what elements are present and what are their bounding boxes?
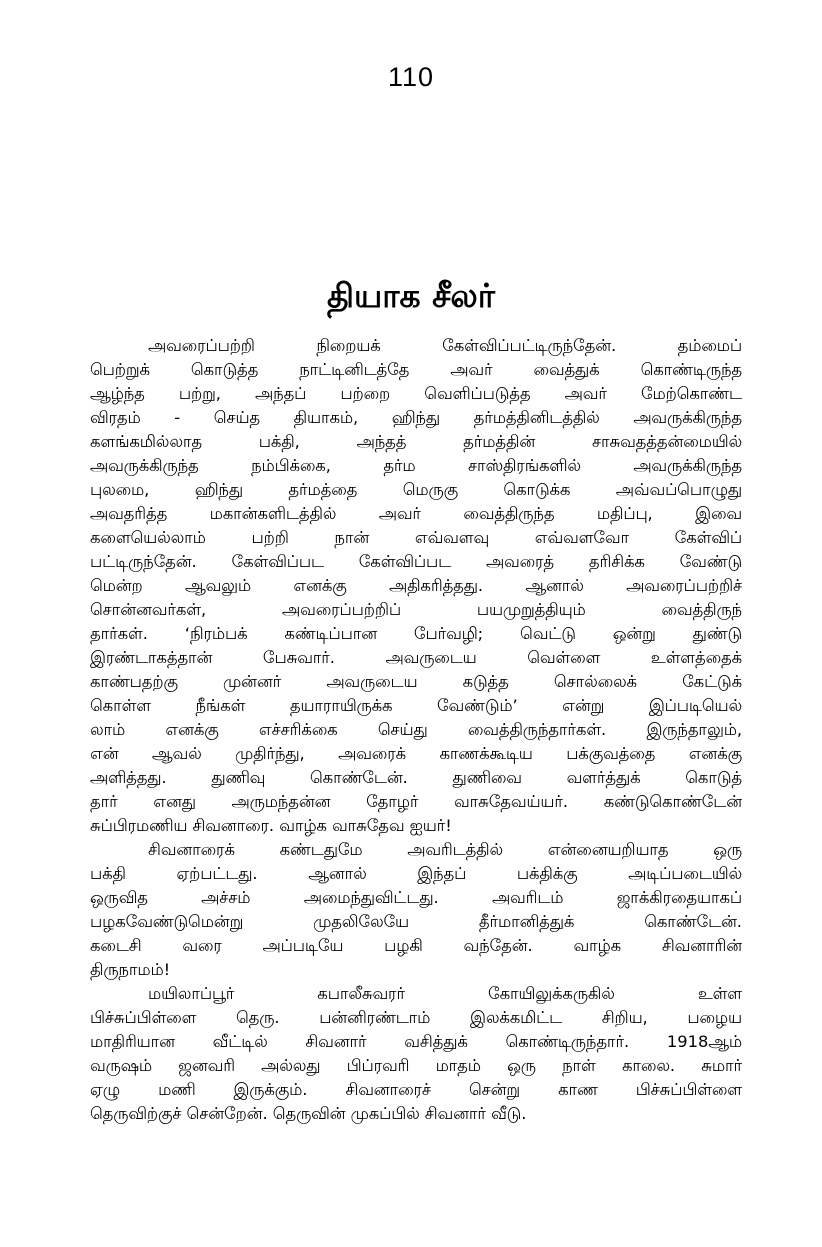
text-line: பழகவேண்டுமென்று முதலிலேயே தீர்மானித்துக் கொண்டேன். (90, 912, 742, 931)
text-line: லாம் எனக்கு எச்சரிக்கை செய்து வைத்திருந்தார்கள். இருந்தாலும், (90, 720, 742, 739)
text-line: கடைசி வரை அப்படியே பழகி வந்தேன். வாழ்க சிவனாரின் (90, 936, 742, 955)
text-line: தார் எனது அருமந்தன்ன தோழர் வாசுதேவய்யர். கண்டுகொண்டேன் (90, 792, 742, 811)
text-line: ஏழு மணி இருக்கும். சிவனாரைச் சென்று காண பிச்சுப்பிள்ளை (90, 1080, 742, 1099)
chapter-title: தியாக சீலர் (326, 276, 496, 315)
text-line: விரதம் - செய்த தியாகம், ஹிந்து தர்மத்தினிடத்தில் அவருக்கிருந்த (90, 408, 742, 427)
text-line: பக்தி ஏற்பட்டது. ஆனால் இந்தப் பக்திக்கு அடிப்படையில் (90, 864, 742, 883)
text-line: இரண்டாகத்தான் பேசுவார். அவருடைய வெள்ளை உள்ளத்தைக் (90, 648, 742, 667)
text-line: பட்டிருந்தேன். கேள்விப்பட கேள்விப்பட அவரைத் தரிசிக்க வேண்டு (90, 552, 742, 571)
text-line: மென்ற ஆவலும் எனக்கு அதிகரித்தது. ஆனால் அவரைப்பற்றிச் (90, 576, 742, 595)
text-line: ஒருவித அச்சம் அமைந்துவிட்டது. அவரிடம் ஜாக்கிரதையாகப் (90, 888, 742, 907)
text-line: அளித்தது. துணிவு கொண்டேன். துணிவை வளர்த்துக் கொடுத் (90, 768, 742, 787)
text-line: சொன்னவர்கள், அவரைப்பற்றிப் பயமுறுத்தியும் வைத்திருந் (90, 600, 742, 619)
text-line: மாதிரியான வீட்டில் சிவனார் வசித்துக் கொண்டிருந்தார். 1918ஆம் (90, 1032, 742, 1051)
text-line: கொள்ள நீங்கள் தயாராயிருக்க வேண்டும்’ என்று இப்படியெல் (90, 696, 742, 715)
text-line: களையெல்லாம் பற்றி நான் எவ்வளவு எவ்வளவோ கேள்விப் (90, 528, 742, 547)
text-line: களங்கமில்லாத பக்தி, அந்தத் தர்மத்தின் சாசுவதத்தன்மையில் (90, 432, 742, 451)
text-line: மயிலாப்பூர் கபாலீசுவரர் கோயிலுக்கருகில் உள்ள (148, 984, 742, 1003)
text-line: வருஷம் ஜனவரி அல்லது பிப்ரவரி மாதம் ஒரு நாள் காலை. சுமார் (90, 1056, 742, 1075)
paragraph (90, 982, 742, 1126)
text-line: பிச்சுப்பிள்ளை தெரு. பன்னிரண்டாம் இலக்கமிட்ட சிறிய, பழைய (90, 1008, 742, 1027)
text-line: ஆழ்ந்த பற்று, அந்தப் பற்றை வெளிப்படுத்த அவர் மேற்கொண்ட (90, 384, 742, 403)
text-line: அவதரித்த மகான்களிடத்தில் அவர் வைத்திருந்த மதிப்பு, இவை (90, 504, 742, 523)
text-line: அவருக்கிருந்த நம்பிக்கை, தர்ம சாஸ்திரங்களில் அவருக்கிருந்த (90, 456, 742, 475)
text-line: தார்கள். ‘நிரம்பக் கண்டிப்பான பேர்வழி; வெட்டு ஒன்று துண்டு (90, 624, 742, 643)
text-line: காண்பதற்கு முன்னர் அவருடைய கடுத்த சொல்லைக் கேட்டுக் (90, 672, 742, 691)
paragraph (90, 334, 742, 838)
text-line: அவரைப்பற்றி நிறையக் கேள்விப்பட்டிருந்தேன். தம்மைப் (148, 336, 742, 355)
paragraph (90, 838, 742, 982)
text-line: என் ஆவல் முதிர்ந்து, அவரைக் காணக்கூடிய பக்குவத்தை எனக்கு (90, 744, 742, 763)
text-line: புலமை, ஹிந்து தர்மத்தை மெருகு கொடுக்க அவ்வப்பொழுது (90, 480, 742, 499)
text-line: தெருவிற்குச் சென்றேன். தெருவின் முகப்பில் சிவனார் வீடு. (90, 1104, 527, 1123)
text-line: சுப்பிரமணிய சிவனாரை. வாழ்க வாசுதேவ ஐயர்! (90, 816, 452, 835)
body-text (90, 334, 742, 1126)
text-line: திருநாமம்! (90, 960, 171, 979)
page-number: 110 (387, 62, 435, 92)
text-line: சிவனாரைக் கண்டதுமே அவரிடத்தில் என்னையறியாத ஒரு (148, 840, 742, 859)
text-line: பெற்றுக் கொடுத்த நாட்டினிடத்தே அவர் வைத்துக் கொண்டிருந்த (90, 360, 742, 379)
